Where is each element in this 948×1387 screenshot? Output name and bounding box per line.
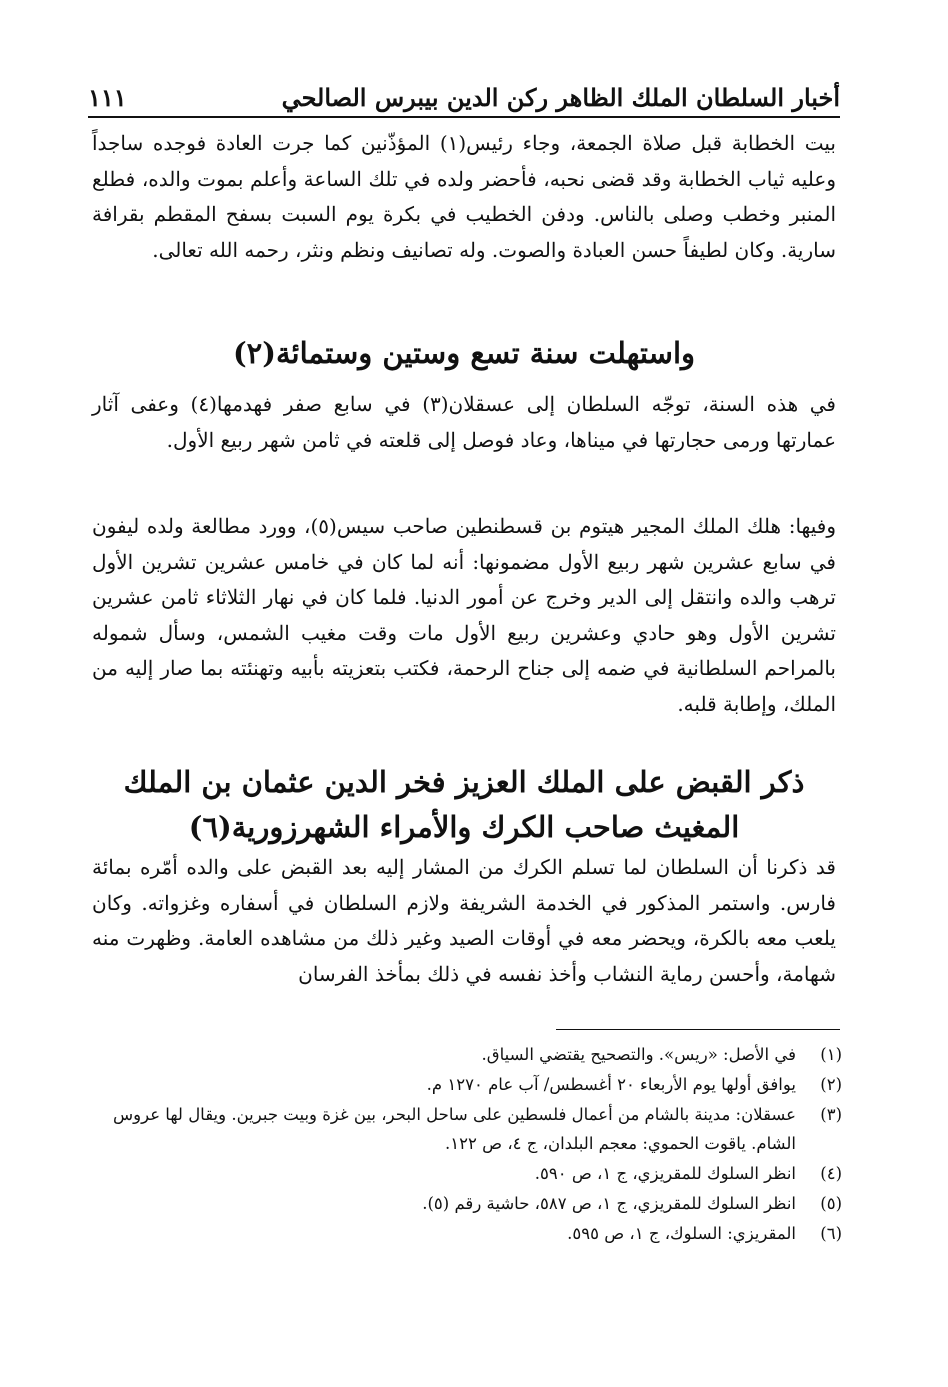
running-header — [88, 66, 840, 112]
footnote-rule — [556, 1029, 840, 1030]
footnote-3 — [100, 1100, 842, 1158]
footnote-text: يوافق أولها يوم الأربعاء ٢٠ أغسطس/ آب عام ١٢٧٠ م. — [426, 1075, 796, 1094]
paragraph-2: في هذه السنة، توجّه السلطان إلى عسقلان(٣) في سابع صفر فهدمها(٤) وعفى آثار عمارتها ورمى حجارتها في ميناها، وعاد فوصل إلى قلعته في ثامن شهر ربيع الأول. — [92, 392, 836, 452]
footnote-text: انظر السلوك للمقريزي، ج ١، ص ٥٩٠. — [534, 1164, 796, 1183]
paragraph-1: بيت الخطابة قبل صلاة الجمعة، وجاء رئيس(١) المؤذّنين كما جرت العادة فوجده ساجداً وعليه ثياب الخطابة وقد قضى نحبه، فأحضر ولده في تلك الساعة وأعلم بموت والده، فطلع المنبر وخطب وصلى بالناس. ودفن الخطيب في بكرة يوم السبت بسفح المقطم بقرافة سارية. وكان لطيفاً حسن العبادة والصوت. وله تصانيف ونظم ونثر، رحمه الله تعالى. — [92, 131, 836, 262]
footnote-number: (٢) — [820, 1075, 842, 1094]
page-number: ١١١ — [88, 83, 127, 112]
footnote-text: في الأصل: «ريس». والتصحيح يقتضي السياق. — [481, 1045, 796, 1064]
section-heading-2: ذكر القبض على الملك العزيز فخر الدين عثمان بن الملك المغيث صاحب الكرك والأمراء الشهرزورية(٦) — [123, 765, 805, 844]
section-heading-1: واستهلت سنة تسع وستين وستمائة(٢) — [232, 336, 696, 370]
header-rule — [88, 116, 840, 118]
footnote-5 — [100, 1189, 842, 1218]
footnote-number: (٤) — [820, 1164, 842, 1183]
paragraph-4: قد ذكرنا أن السلطان لما تسلم الكرك من المشار إليه بعد القبض على والده أمّره بمائة فارس. واستمر المذكور في الخدمة الشريفة ولازم السلطان في أسفاره وغزواته. وكان يلعب معه بالكرة، ويحضر معه في أوقات الصيد وغير ذلك من مشاهده العامة. وظهرت منه شهامة، وأحسن رماية النشاب وأخذ نفسه في ذلك بمأخذ الفرسان — [92, 855, 836, 986]
footnote-number: (٥) — [820, 1194, 842, 1213]
footnote-text: عسقلان: مدينة بالشام من أعمال فلسطين على ساحل البحر، بين غزة وبيت جبرين. ويقال لها عروس الشام. ياقوت الحموي: معجم البلدان، ج ٤، ص ١٢٢. — [112, 1105, 796, 1153]
footnote-text: المقريزي: السلوك، ج ١، ص ٥٩٥. — [567, 1224, 796, 1243]
paragraph-3: وفيها: هلك الملك المجير هيتوم بن قسطنطين صاحب سيس(٥)، وورد مطالعة ولده ليفون في سابع عشرين شهر ربيع الأول مضمونها: أنه لما كان في خامس عشرين تشرين الأول ترهب والده وانتقل إلى الدير وخرج عن أمور الدنيا. فلما كان في نهار الثلاثاء ثامن عشرين تشرين الأول وهو حادي وعشرين ربيع الأول مات وقت مغيب الشمس، وسأل شموله بالمراحم السلطانية في ضمه إلى جناح الرحمة، فكتب بتعزيته بأبيه وتهنئته بما صار إليه من الملك، وإطابة قلبه. — [92, 514, 837, 716]
footnote-number: (١) — [820, 1045, 842, 1064]
footnote-1 — [100, 1040, 842, 1069]
footnote-2 — [100, 1070, 842, 1099]
footnote-number: (٣) — [820, 1105, 842, 1124]
footnote-4 — [100, 1159, 842, 1188]
footnote-text: انظر السلوك للمقريزي، ج ١، ص ٥٨٧، حاشية رقم (٥). — [422, 1194, 796, 1213]
running-title: أخبار السلطان الملك الظاهر ركن الدين بيبرس الصالحي — [281, 83, 840, 112]
footnotes — [100, 1040, 842, 1249]
footnote-number: (٦) — [820, 1224, 842, 1243]
footnote-6 — [100, 1219, 842, 1248]
